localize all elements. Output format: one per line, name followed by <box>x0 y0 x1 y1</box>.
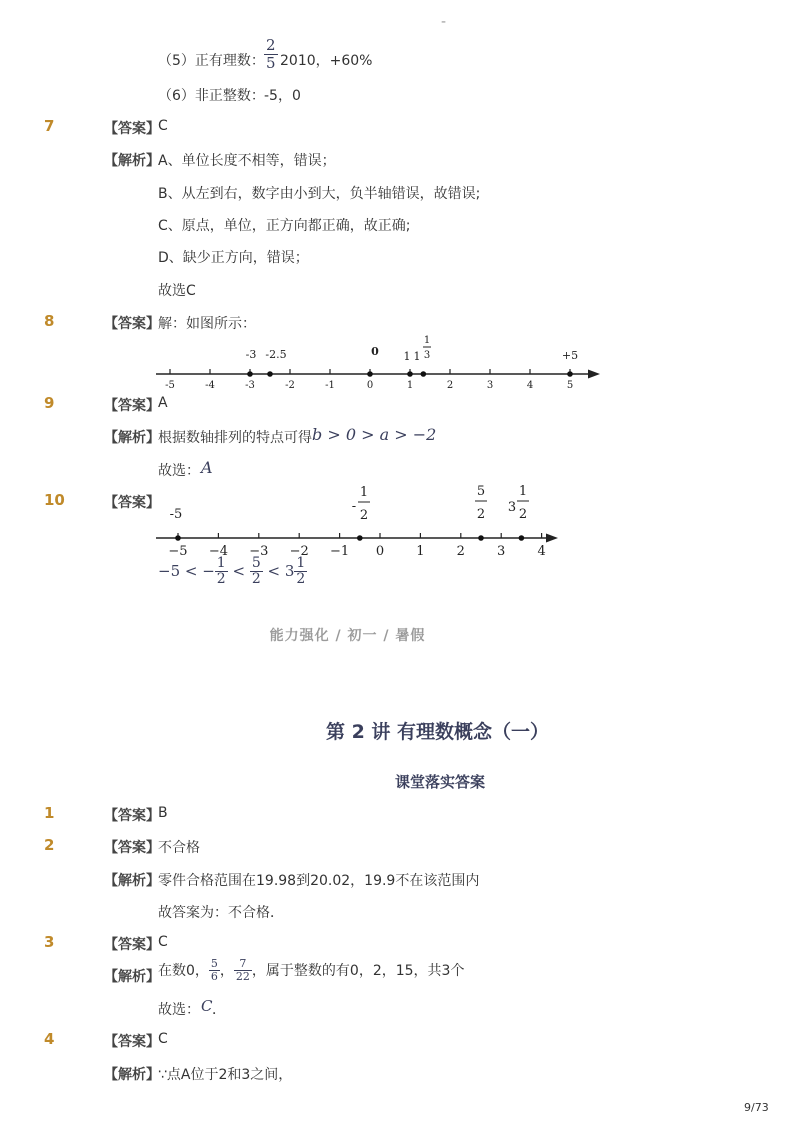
point-label: +5 <box>561 349 579 362</box>
analysis-line: 故选C <box>158 283 196 299</box>
analysis-text: 故选： <box>158 1002 200 1018</box>
point-label: -5 <box>169 507 183 522</box>
axis-tick-label: 3 <box>497 544 506 558</box>
point-label-frac-num: 1 <box>359 485 369 500</box>
analysis-line: C、原点，单位，正方向都正确，故正确; <box>158 218 411 234</box>
question-number: 8 <box>44 312 55 330</box>
analysis-line: A、单位长度不相等，错误； <box>158 153 336 169</box>
axis-tick-label: 4 <box>526 380 534 391</box>
item-5-rest: 2010，+60% <box>280 53 373 69</box>
frac-num: 7 <box>234 958 252 971</box>
point-label-whole: 3 <box>507 500 517 515</box>
question-number: 4 <box>44 1030 55 1048</box>
point-marker <box>247 371 253 377</box>
ineq-frac-num: 1 <box>296 555 306 571</box>
answer-tag: 【答案】 <box>104 840 160 856</box>
axis-tick-label: −2 <box>289 544 309 558</box>
analysis-text: ，属于整数的有0，2，15，共3个 <box>251 962 465 979</box>
answer-tag: 【答案】 <box>104 808 160 824</box>
point-marker <box>267 371 273 377</box>
axis-tick-label: -4 <box>205 380 215 391</box>
analysis-text: ． <box>212 1002 226 1018</box>
question-number: 3 <box>44 933 55 951</box>
axis-tick-label: -2 <box>285 380 295 391</box>
analysis-line: 在数0， $\frac{5}{6}$ ， $\frac{7}{22}$ ，属于整数的有0，2，15，共3个 <box>158 957 465 983</box>
item-5-frac-den: 5 <box>266 53 276 72</box>
page-number: 9/73 <box>744 1101 769 1114</box>
analysis-math: b > 0 > a > −2 <box>312 425 437 444</box>
answer-value: C <box>158 934 168 950</box>
answer-tag: 【答案】 <box>104 316 160 332</box>
question-number: 2 <box>44 836 55 854</box>
analysis-tag: 【解析】 <box>104 153 160 169</box>
axis-tick-label: 4 <box>537 544 546 558</box>
axis-tick-label: 0 <box>366 380 374 391</box>
answer-tag: 【答案】 <box>104 495 160 511</box>
ineq-frac-num: 1 <box>216 555 226 571</box>
section-title: 课堂落实答案 <box>394 773 485 791</box>
point-label-frac-den: 3 <box>423 350 431 361</box>
number-line-q8 <box>150 330 610 394</box>
axis-tick-label: 1 <box>406 380 414 391</box>
analysis-text: 根据数轴排列的特点可得 <box>158 430 312 446</box>
point-marker <box>478 535 484 541</box>
axis-tick-label: 3 <box>486 380 494 391</box>
point-label: 0 <box>371 345 379 358</box>
point-label: -2.5 <box>265 348 287 361</box>
answer-tag: 【答案】 <box>104 937 160 953</box>
answer-value: C <box>158 118 168 134</box>
inequality <box>158 556 307 587</box>
ineq-part: < 3 <box>262 562 295 581</box>
axis-tick-label: -5 <box>165 380 175 391</box>
item-5-fraction <box>264 38 278 71</box>
axis-arrow <box>588 370 600 379</box>
point-label-sign: - <box>351 499 357 514</box>
frac-num: 5 <box>210 957 218 970</box>
axis-tick-label: −4 <box>208 544 228 558</box>
axis-tick-label: −3 <box>249 544 269 558</box>
point-label-frac-den: 2 <box>518 507 528 522</box>
analysis-line: 故答案为：不合格． <box>158 905 284 921</box>
answer-value: C <box>158 1031 168 1047</box>
frac-den: 22 <box>235 969 250 983</box>
answer-tag: 【答案】 <box>104 121 160 137</box>
analysis-math: C <box>201 997 213 1015</box>
item-5-label: （5）正有理数： <box>158 53 265 69</box>
answer-tag: 【答案】 <box>104 398 160 414</box>
question-number: 9 <box>44 394 55 412</box>
analysis-line: ∵点A位于2和3之间， <box>158 1067 293 1083</box>
point-label-frac-num: 1 <box>518 484 528 499</box>
analysis-tag: 【解析】 <box>104 430 160 446</box>
answer-tag: 【答案】 <box>104 1034 160 1050</box>
answer-value: 不合格 <box>158 840 200 856</box>
axis-tick-label: 5 <box>566 380 574 391</box>
analysis-line: 零件合格范围在19.98到20.02，19.9不在该范围内 <box>158 873 480 889</box>
running-footer: 能力强化 / 初一 / 暑假 <box>269 628 426 644</box>
axis-tick-label: 2 <box>446 380 454 391</box>
top-mark: - <box>441 14 447 30</box>
axis-tick-label: -3 <box>245 380 255 391</box>
analysis-math: A <box>201 458 213 477</box>
analysis-line: D、缺少正方向，错误； <box>158 250 309 266</box>
answer-value: 解：如图所示： <box>158 316 256 332</box>
analysis-tag: 【解析】 <box>104 1067 160 1083</box>
axis-tick-label: −1 <box>330 544 350 558</box>
axis-tick-label: −5 <box>168 544 188 558</box>
ineq-part: −5 < − <box>158 562 215 581</box>
ineq-frac-den: 2 <box>216 570 226 587</box>
point-marker <box>421 371 427 377</box>
ineq-frac-den: 2 <box>296 570 306 587</box>
point-label: -3 <box>245 348 257 361</box>
number-line-q10 <box>150 478 570 558</box>
point-marker <box>567 371 573 377</box>
point-label-frac-num: 5 <box>476 484 486 499</box>
point-marker <box>175 535 181 541</box>
item-6-label: （6）非正整数： <box>158 88 265 104</box>
point-marker <box>357 535 363 541</box>
axis-arrow <box>546 534 558 543</box>
point-label-frac-den: 2 <box>476 507 486 522</box>
ineq-part: < <box>227 562 250 581</box>
point-label-frac-num: 1 <box>423 335 431 346</box>
item-6-rest: -5，0 <box>264 88 301 104</box>
lecture-title: 第 2 讲 有理数概念（一） <box>325 721 550 743</box>
point-marker <box>519 535 525 541</box>
point-marker <box>367 371 373 377</box>
ineq-frac-den: 2 <box>251 570 261 587</box>
analysis-line: B、从左到右，数字由小到大，负半轴错误，故错误; <box>158 186 481 202</box>
ineq-frac-num: 5 <box>251 555 261 571</box>
axis-tick-label: 0 <box>375 544 385 558</box>
item-5-frac-num: 2 <box>266 36 276 54</box>
axis-tick-label: -1 <box>325 380 335 391</box>
point-label-whole: 1 <box>413 350 421 363</box>
answer-value: A <box>158 395 168 411</box>
analysis-tag: 【解析】 <box>104 873 160 889</box>
analysis-tag: 【解析】 <box>104 969 160 985</box>
axis-tick-label: 1 <box>416 544 425 558</box>
point-label: 1 <box>403 350 411 363</box>
frac-den: 6 <box>210 969 218 983</box>
answer-value: B <box>158 805 168 821</box>
question-number: 10 <box>44 491 65 509</box>
question-number: 1 <box>44 804 55 822</box>
question-number: 7 <box>44 117 55 135</box>
analysis-text: 在数0， <box>158 962 209 979</box>
point-marker <box>407 371 413 377</box>
analysis-text: 故选： <box>158 463 200 479</box>
point-label-frac-den: 2 <box>359 508 369 523</box>
axis-tick-label: 2 <box>456 544 465 558</box>
